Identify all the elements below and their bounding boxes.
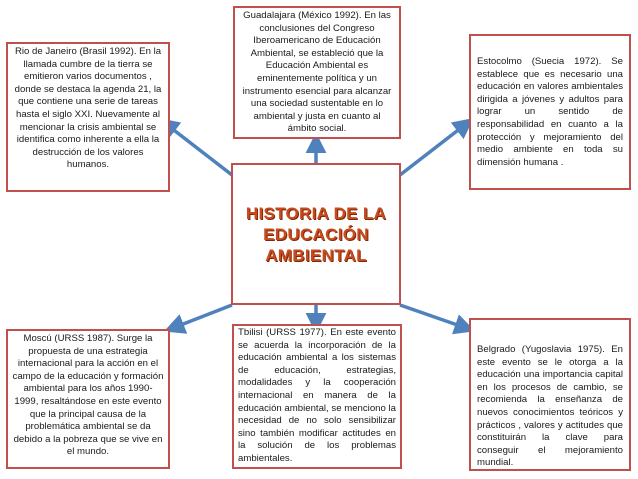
arrow-to-rio — [166, 124, 232, 175]
estocolmo-box: Estocolmo (Suecia 1972). Se establece que es necesario una educación en valores ambientales dirigida a jóvenes y adultos para lograr un sentido de responsabilidad en cuanto a la protección y mejoramiento del medio ambiente en toda su dimensión humana . — [469, 34, 631, 190]
tbilisi-box: Tbilisi (URSS 1977). En este evento se acuerda la incorporación de la educación ambiental a los sistemas de educación, estrategias, modalidades y la cooperación internacional en manera de la educación ambiental, se menciono la necesidad de no solo sensibilizar sino también modificar actitudes en la solución de los problemas ambientales. — [232, 324, 402, 469]
arrow-to-estocolmo — [400, 124, 466, 175]
moscu-box: Moscú (URSS 1987). Surge la propuesta de una estrategia internacional para la acción en el campo de la educación y formación ambiental para los años 1990-1999, resaltándose en este evento que la principal causa de la problemática ambiental se da debido a la pobreza que se vive en el mundo. — [6, 329, 170, 469]
arrow-to-belgrado — [400, 305, 466, 328]
rio-de-janeiro-box: Rio de Janeiro (Brasil 1992). En la llamada cumbre de la tierra se emitieron varios documentos , donde se destaca la agenda 21, la que contiene una serie de tareas hasta el siglo XXI. Nuevamente al mencionar la crisis ambiental se identifica como inherente a ella la destrucción de los valores humanos. — [6, 42, 170, 192]
belgrado-box: Belgrado (Yugoslavia 1975). En este evento se le otorga a la educación una importancia capital en los procesos de cambio, se recomienda la enseñanza de nuevos conocimientos teóricos y prácticos , valores y actitudes que constituirán la clave para conseguir el mejoramiento mundial. — [469, 318, 631, 471]
guadalajara-box: Guadalajara (México 1992). En las conclusiones del Congreso Iberoamericano de Educación Ambiental, se estableció que la Educación Ambiental es eminentemente política y un instrumento esencial para alcanzar una sociedad sustentable en lo ambiental y justa en cuanto al ámbito social. — [233, 6, 401, 139]
central-topic-box — [231, 163, 401, 305]
arrow-to-moscu — [173, 305, 232, 328]
diagram-title: HISTORIA DE LA EDUCACIÓN AMBIENTAL — [245, 203, 387, 265]
